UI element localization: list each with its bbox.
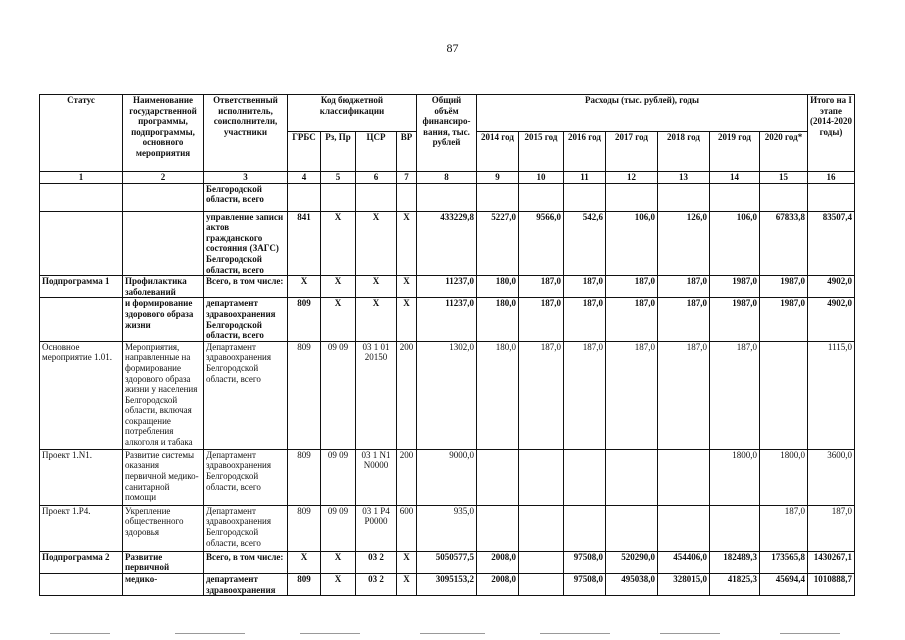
row-stage-total: 1115,0 (808, 341, 855, 449)
row-total: 11237,0 (417, 298, 477, 341)
row-year-value: 454406,0 (658, 551, 710, 573)
row-grbs: 809 (288, 298, 321, 341)
row-grbs: 809 (288, 449, 321, 505)
row-year-value: 2008,0 (477, 551, 519, 573)
row-name: Профилактика заболеваний (123, 276, 204, 298)
row-year-value (606, 449, 658, 505)
header-rz-pr: Рз, Пр (321, 132, 356, 172)
row-rz-pr: Х (321, 276, 356, 298)
row-responsible: Департамент здравоохранения Белгородской области, всего (204, 505, 288, 551)
row-year-value: 1987,0 (760, 276, 808, 298)
page-number: 87 (446, 41, 459, 55)
column-number: 13 (658, 172, 710, 184)
row-responsible: Белгородской области, всего (204, 183, 288, 211)
row-status: Основное мероприятие 1.01. (40, 341, 123, 449)
header-year: 2020 год* (760, 132, 808, 172)
row-csr: 03 1 Р4 Р0000 (356, 505, 397, 551)
row-responsible: департамент здравоохранения (204, 573, 288, 595)
table-row (40, 211, 855, 276)
table-row (40, 183, 855, 211)
column-number: 11 (564, 172, 606, 184)
column-number: 3 (204, 172, 288, 184)
row-year-value (519, 183, 564, 211)
row-vr: Х (397, 551, 417, 573)
row-year-value: 106,0 (710, 211, 760, 276)
row-year-value: 187,0 (658, 298, 710, 341)
row-responsible: управление записи актов гражданского состояния (ЗАГС) Белгородской области, всего (204, 211, 288, 276)
header-responsible: Ответственный исполнитель, соисполнители, участники (204, 95, 288, 172)
row-grbs: 809 (288, 505, 321, 551)
row-year-value (760, 183, 808, 211)
column-number: 1 (40, 172, 123, 184)
row-rz-pr: Х (321, 573, 356, 595)
row-responsible: Департамент здравоохранения Белгородской области, всего (204, 449, 288, 505)
row-csr: Х (356, 276, 397, 298)
header-status: Статус (40, 95, 123, 172)
row-rz-pr: Х (321, 298, 356, 341)
row-year-value (658, 183, 710, 211)
row-year-value: 1987,0 (710, 298, 760, 341)
row-vr: Х (397, 573, 417, 595)
row-year-value: 173565,8 (760, 551, 808, 573)
row-stage-total: 1010888,7 (808, 573, 855, 595)
row-vr: Х (397, 298, 417, 341)
row-status: Подпрограмма 2 (40, 551, 123, 573)
row-year-value: 5227,0 (477, 211, 519, 276)
column-number: 15 (760, 172, 808, 184)
row-year-value: 41825,3 (710, 573, 760, 595)
row-name: и формирование здорового образа жизни (123, 298, 204, 341)
row-name: медико- (123, 573, 204, 595)
table-row (40, 341, 855, 449)
row-total: 1302,0 (417, 341, 477, 449)
table-row (40, 298, 855, 341)
row-year-value (606, 183, 658, 211)
row-year-value (658, 449, 710, 505)
row-year-value: 180,0 (477, 298, 519, 341)
row-rz-pr: Х (321, 211, 356, 276)
header-year: 2017 год (606, 132, 658, 172)
row-year-value (564, 183, 606, 211)
row-grbs: 841 (288, 211, 321, 276)
column-number: 8 (417, 172, 477, 184)
row-year-value (710, 183, 760, 211)
header-grbs: ГРБС (288, 132, 321, 172)
table-row (40, 449, 855, 505)
row-responsible: департамент здравоохранения Белгородской области, всего (204, 298, 288, 341)
header-year: 2019 год (710, 132, 760, 172)
row-stage-total: 4902,0 (808, 298, 855, 341)
row-csr: Х (356, 211, 397, 276)
row-name: Развитие системы оказания первичной медико-санитарной помощи (123, 449, 204, 505)
row-stage-total (808, 183, 855, 211)
budget-table (39, 94, 855, 596)
row-year-value: 180,0 (477, 276, 519, 298)
column-number: 7 (397, 172, 417, 184)
row-total: 11237,0 (417, 276, 477, 298)
row-year-value: 187,0 (710, 341, 760, 449)
row-year-value (658, 505, 710, 551)
column-number-row (40, 172, 855, 184)
row-responsible: Департамент здравоохранения Белгородской области, всего (204, 341, 288, 449)
row-stage-total: 3600,0 (808, 449, 855, 505)
header-year: 2016 год (564, 132, 606, 172)
row-name: Укрепление общественного здоровья (123, 505, 204, 551)
row-year-value (477, 183, 519, 211)
row-status: Проект 1.N1. (40, 449, 123, 505)
row-stage-total: 83507,4 (808, 211, 855, 276)
column-number: 6 (356, 172, 397, 184)
row-year-value: 2008,0 (477, 573, 519, 595)
row-status (40, 298, 123, 341)
row-year-value: 187,0 (564, 298, 606, 341)
column-number: 5 (321, 172, 356, 184)
row-year-value: 9566,0 (519, 211, 564, 276)
row-year-value: 106,0 (606, 211, 658, 276)
column-number: 16 (808, 172, 855, 184)
row-csr: Х (356, 298, 397, 341)
row-year-value: 1987,0 (760, 298, 808, 341)
row-year-value: 187,0 (564, 341, 606, 449)
row-grbs: Х (288, 276, 321, 298)
row-year-value: 187,0 (519, 298, 564, 341)
header-csr: ЦСР (356, 132, 397, 172)
row-year-value (519, 449, 564, 505)
table-row (40, 551, 855, 573)
column-number: 14 (710, 172, 760, 184)
row-csr: 03 1 01 20150 (356, 341, 397, 449)
row-year-value: 1800,0 (710, 449, 760, 505)
row-status: Проект 1.Р4. (40, 505, 123, 551)
row-csr (356, 183, 397, 211)
row-year-value: 187,0 (519, 341, 564, 449)
row-status (40, 183, 123, 211)
header-year: 2015 год (519, 132, 564, 172)
row-year-value: 180,0 (477, 341, 519, 449)
table-row (40, 573, 855, 595)
row-year-value: 45694,4 (760, 573, 808, 595)
row-year-value (519, 573, 564, 595)
row-responsible: Всего, в том числе: (204, 551, 288, 573)
row-total: 3095153,2 (417, 573, 477, 595)
row-year-value (606, 505, 658, 551)
row-rz-pr (321, 183, 356, 211)
row-total (417, 183, 477, 211)
page-bottom-edge (0, 626, 905, 640)
row-name: Мероприятия, направленные на формирование здорового образа жизни у населения Белгородской области, включая сокращение потребления алкоголя и табака (123, 341, 204, 449)
row-year-value: 97508,0 (564, 551, 606, 573)
row-year-value (519, 551, 564, 573)
header-budget-code: Код бюджетной классификации (288, 95, 417, 132)
row-csr: 03 1 N1 N0000 (356, 449, 397, 505)
row-year-value (519, 505, 564, 551)
row-stage-total: 1430267,1 (808, 551, 855, 573)
row-year-value: 126,0 (658, 211, 710, 276)
row-year-value: 495038,0 (606, 573, 658, 595)
row-grbs: Х (288, 551, 321, 573)
header-expenses: Расходы (тыс. рублей), годы (477, 95, 808, 132)
row-year-value: 1800,0 (760, 449, 808, 505)
row-year-value (477, 449, 519, 505)
row-status (40, 211, 123, 276)
header-vr: ВР (397, 132, 417, 172)
row-name (123, 211, 204, 276)
row-year-value: 187,0 (658, 276, 710, 298)
row-grbs: 809 (288, 573, 321, 595)
row-year-value: 1987,0 (710, 276, 760, 298)
row-year-value: 187,0 (564, 276, 606, 298)
row-total: 5050577,5 (417, 551, 477, 573)
row-year-value: 187,0 (606, 298, 658, 341)
row-year-value: 187,0 (658, 341, 710, 449)
header-year: 2014 год (477, 132, 519, 172)
header-name: Наименование государственной программы, подпрограммы, основного мероприятия (123, 95, 204, 172)
column-number: 12 (606, 172, 658, 184)
header-year: 2018 год (658, 132, 710, 172)
row-stage-total: 4902,0 (808, 276, 855, 298)
column-number: 4 (288, 172, 321, 184)
row-status (40, 573, 123, 595)
row-year-value (564, 505, 606, 551)
row-rz-pr: 09 09 (321, 341, 356, 449)
row-year-value: 97508,0 (564, 573, 606, 595)
table-row (40, 276, 855, 298)
row-vr: 200 (397, 449, 417, 505)
header-total-volume: Общий объём финансиро-вания, тыс. рублей (417, 95, 477, 172)
header-stage-total: Итого на I этапе (2014-2020 годы) (808, 95, 855, 172)
row-year-value: 542,6 (564, 211, 606, 276)
row-vr (397, 183, 417, 211)
row-total: 9000,0 (417, 449, 477, 505)
row-year-value: 328015,0 (658, 573, 710, 595)
row-total: 935,0 (417, 505, 477, 551)
row-grbs (288, 183, 321, 211)
row-year-value: 67833,8 (760, 211, 808, 276)
row-csr: 03 2 (356, 573, 397, 595)
row-total: 433229,8 (417, 211, 477, 276)
row-rz-pr: 09 09 (321, 505, 356, 551)
row-year-value: 187,0 (760, 505, 808, 551)
row-vr: 200 (397, 341, 417, 449)
row-vr: 600 (397, 505, 417, 551)
row-year-value: 187,0 (606, 276, 658, 298)
row-year-value (710, 505, 760, 551)
row-year-value: 187,0 (606, 341, 658, 449)
row-rz-pr: 09 09 (321, 449, 356, 505)
row-name: Развитие первичной (123, 551, 204, 573)
row-grbs: 809 (288, 341, 321, 449)
row-status: Подпрограмма 1 (40, 276, 123, 298)
row-rz-pr: Х (321, 551, 356, 573)
row-name (123, 183, 204, 211)
row-year-value (564, 449, 606, 505)
row-vr: Х (397, 276, 417, 298)
row-vr: Х (397, 211, 417, 276)
row-csr: 03 2 (356, 551, 397, 573)
row-year-value: 187,0 (519, 276, 564, 298)
column-number: 9 (477, 172, 519, 184)
table-row (40, 505, 855, 551)
row-responsible: Всего, в том числе: (204, 276, 288, 298)
row-year-value: 182489,3 (710, 551, 760, 573)
row-year-value (760, 341, 808, 449)
row-year-value (477, 505, 519, 551)
row-year-value: 520290,0 (606, 551, 658, 573)
row-stage-total: 187,0 (808, 505, 855, 551)
column-number: 2 (123, 172, 204, 184)
column-number: 10 (519, 172, 564, 184)
